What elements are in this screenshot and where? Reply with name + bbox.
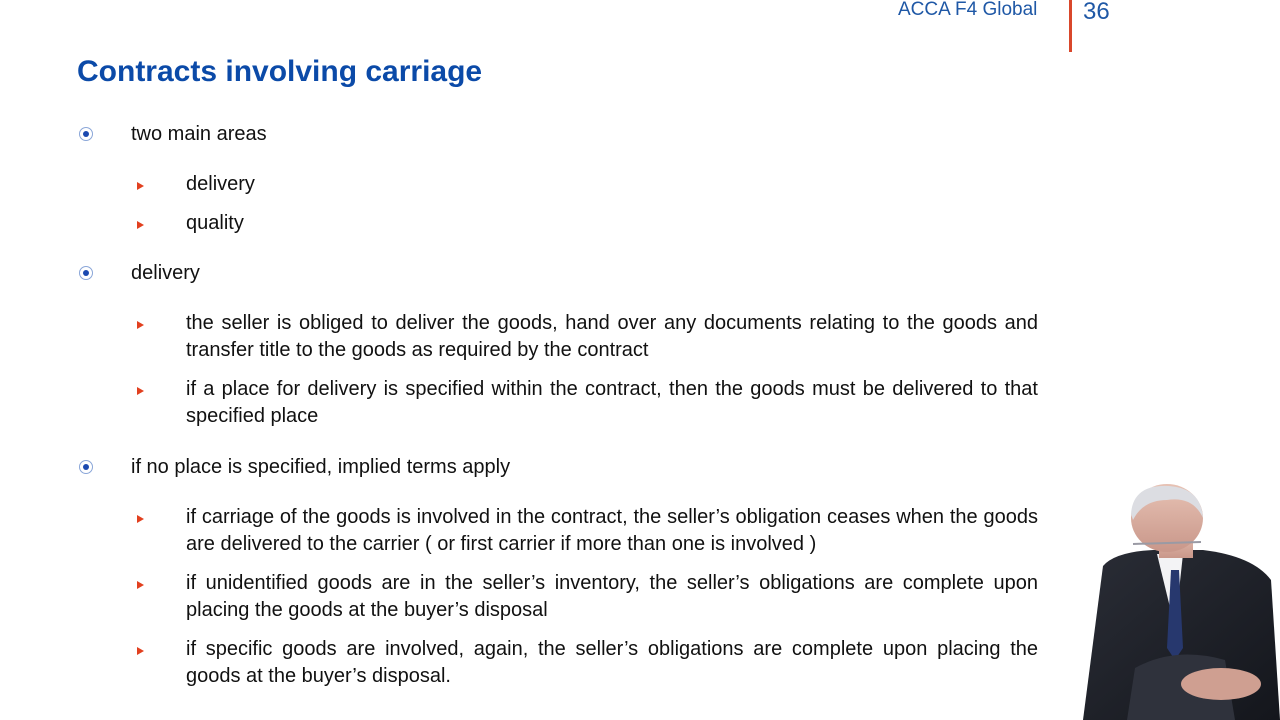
triangle-bullet-icon [137, 515, 144, 523]
bullet-point: two main areas [131, 123, 267, 145]
presenter-video [1075, 478, 1280, 720]
sub-bullet-point: if unidentified goods are in the seller’s inventory, the seller’s obligations are complete upon placing the goods at the buyer’s disposal [186, 572, 1038, 621]
sub-bullet-point: if carriage of the goods is involved in the contract, the seller’s obligation ceases when the goods are delivered to the carrier ( or first carrier if more than one is involved ) [186, 506, 1038, 555]
sub-bullet-point: quality [186, 212, 244, 234]
sub-bullet-point: the seller is obliged to deliver the goods, hand over any documents relating to the goods and transfer title to the goods as required by the contract [186, 312, 1038, 361]
triangle-bullet-icon [137, 221, 144, 229]
triangle-bullet-icon [137, 321, 144, 329]
bullet-point: delivery [131, 262, 200, 284]
sub-bullet-point: if specific goods are involved, again, the seller’s obligations are complete upon placing the goods at the buyer’s disposal. [186, 638, 1038, 687]
triangle-bullet-icon [137, 182, 144, 190]
triangle-bullet-icon [137, 647, 144, 655]
triangle-bullet-icon [137, 387, 144, 395]
radio-bullet-icon [79, 460, 93, 474]
bullet-point: if no place is specified, implied terms apply [131, 456, 511, 478]
radio-bullet-icon [79, 127, 93, 141]
header-divider [1069, 0, 1072, 52]
slide-title: Contracts involving carriage [77, 55, 483, 88]
radio-bullet-icon [79, 266, 93, 280]
page-number: 36 [1083, 0, 1110, 25]
header-brand: ACCA F4 Global [898, 0, 1038, 20]
sub-bullet-point: delivery [186, 173, 255, 195]
sub-bullet-point: if a place for delivery is specified within the contract, then the goods must be delivered to that specified place [186, 378, 1038, 427]
triangle-bullet-icon [137, 581, 144, 589]
